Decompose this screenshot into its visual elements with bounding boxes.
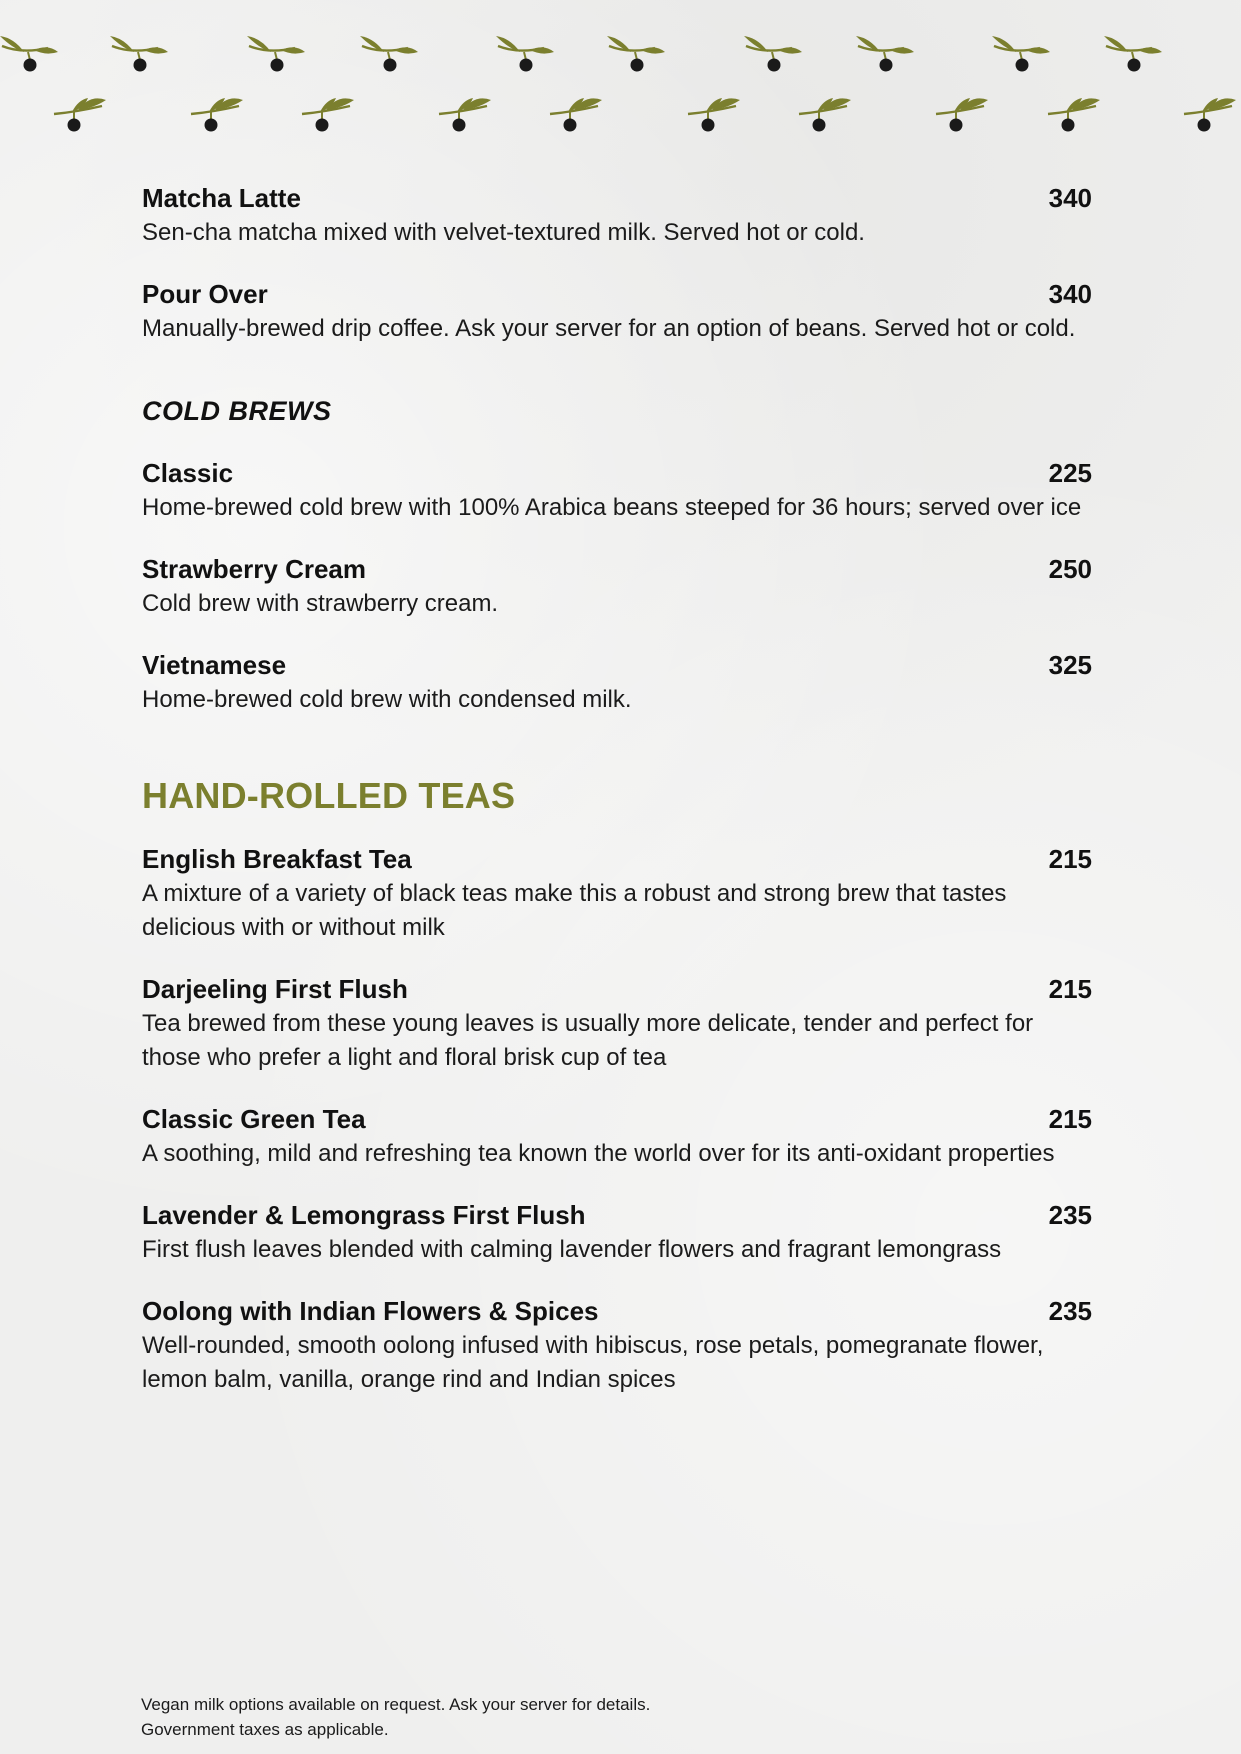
olive-branch-icon [992, 36, 1050, 72]
olive-branch-icon [744, 36, 802, 72]
menu-item [142, 1103, 1092, 1171]
olive-branch-icon [247, 36, 305, 72]
olive-branch-icon [1104, 36, 1162, 72]
olive-branch-icon [191, 98, 243, 132]
item-name: English Breakfast Tea [142, 844, 412, 874]
item-price: 215 [1048, 974, 1092, 1004]
item-name: Classic [142, 458, 234, 488]
item-name: Lavender & Lemongrass First Flush [142, 1200, 586, 1230]
item-name: Vietnamese [142, 650, 287, 680]
menu-item [142, 182, 1092, 250]
menu-item-header [142, 973, 1092, 1005]
item-description: Manually-brewed drip coffee. Ask your server for an option of beans. Served hot or cold. [142, 315, 1076, 342]
menu-item [142, 1199, 1092, 1267]
item-description: First flush leaves blended with calming lavender flowers and fragrant lemongrass [142, 1236, 1002, 1263]
footnote-taxes: Government taxes as applicable. [141, 1720, 389, 1739]
item-name: Strawberry Cream [142, 554, 366, 584]
olive-branch-icon [54, 98, 106, 132]
menu-item [142, 649, 1092, 717]
item-price: 235 [1048, 1200, 1092, 1230]
item-name: Pour Over [142, 279, 268, 309]
item-price: 215 [1048, 844, 1092, 874]
item-description: Sen-cha matcha mixed with velvet-textured milk. Served hot or cold. [142, 219, 865, 246]
olive-branch-icon [302, 98, 354, 132]
menu-item [142, 1295, 1092, 1397]
footnote-vegan-milk: Vegan milk options available on request. Ask your server for details. [141, 1695, 651, 1714]
item-description: A mixture of a variety of black teas make this a robust and strong brew that tastes delicious with or without milk [142, 880, 1007, 941]
olive-branch-border [0, 0, 1241, 140]
olive-branch-icon [550, 98, 602, 132]
olive-branch-icon [0, 36, 58, 72]
menu-content [142, 182, 1092, 1425]
olive-branch-icon [360, 36, 418, 72]
item-price: 250 [1048, 554, 1092, 584]
menu-item-header [142, 278, 1092, 310]
menu-item [142, 553, 1092, 621]
item-price: 235 [1048, 1296, 1092, 1326]
menu-item [142, 278, 1092, 346]
menu-item-header [142, 1295, 1092, 1327]
item-price: 215 [1048, 1104, 1092, 1134]
menu-item [142, 973, 1092, 1075]
menu-item-header [142, 182, 1092, 214]
item-name: Classic Green Tea [142, 1104, 366, 1134]
item-price: 340 [1048, 279, 1092, 309]
item-name: Oolong with Indian Flowers & Spices [142, 1296, 599, 1326]
menu-item-header [142, 553, 1092, 585]
menu-item [142, 457, 1092, 525]
item-description: Well-rounded, smooth oolong infused with hibiscus, rose petals, pomegranate flower, lemon balm, vanilla, orange rind and Indian spices [142, 1332, 1044, 1393]
olive-branch-icon [799, 98, 851, 132]
olive-branch-icon [936, 98, 988, 132]
item-description: Home-brewed cold brew with 100% Arabica beans steeped for 36 hours; served over ice [142, 494, 1082, 521]
item-price: 340 [1048, 183, 1092, 213]
cold-brews-heading: COLD BREWS [142, 396, 332, 426]
menu-item-header [142, 843, 1092, 875]
footnotes [141, 1692, 650, 1742]
olive-branch-icon [110, 36, 168, 72]
item-description: Tea brewed from these young leaves is usually more delicate, tender and perfect for those who prefer a light and floral brisk cup of tea [142, 1010, 1034, 1071]
menu-item-header [142, 649, 1092, 681]
menu-item-header [142, 1103, 1092, 1135]
olive-branch-icon [1184, 98, 1236, 132]
menu-item [142, 843, 1092, 945]
item-description: Home-brewed cold brew with condensed milk. [142, 686, 632, 713]
item-description: Cold brew with strawberry cream. [142, 590, 499, 617]
olive-branch-icon [439, 98, 491, 132]
item-description: A soothing, mild and refreshing tea known the world over for its anti-oxidant properties [142, 1140, 1055, 1167]
menu-item-header [142, 1199, 1092, 1231]
item-price: 325 [1048, 650, 1092, 680]
item-name: Matcha Latte [142, 183, 301, 213]
olive-branch-icon [496, 36, 554, 72]
hand-rolled-teas-heading: HAND-ROLLED TEAS [142, 775, 516, 816]
olive-branch-icon [688, 98, 740, 132]
item-price: 225 [1048, 458, 1092, 488]
item-name: Darjeeling First Flush [142, 974, 408, 1004]
menu-item-header [142, 457, 1092, 489]
olive-branch-icon [607, 36, 665, 72]
olive-branch-icon [856, 36, 914, 72]
olive-branch-icon [1048, 98, 1100, 132]
